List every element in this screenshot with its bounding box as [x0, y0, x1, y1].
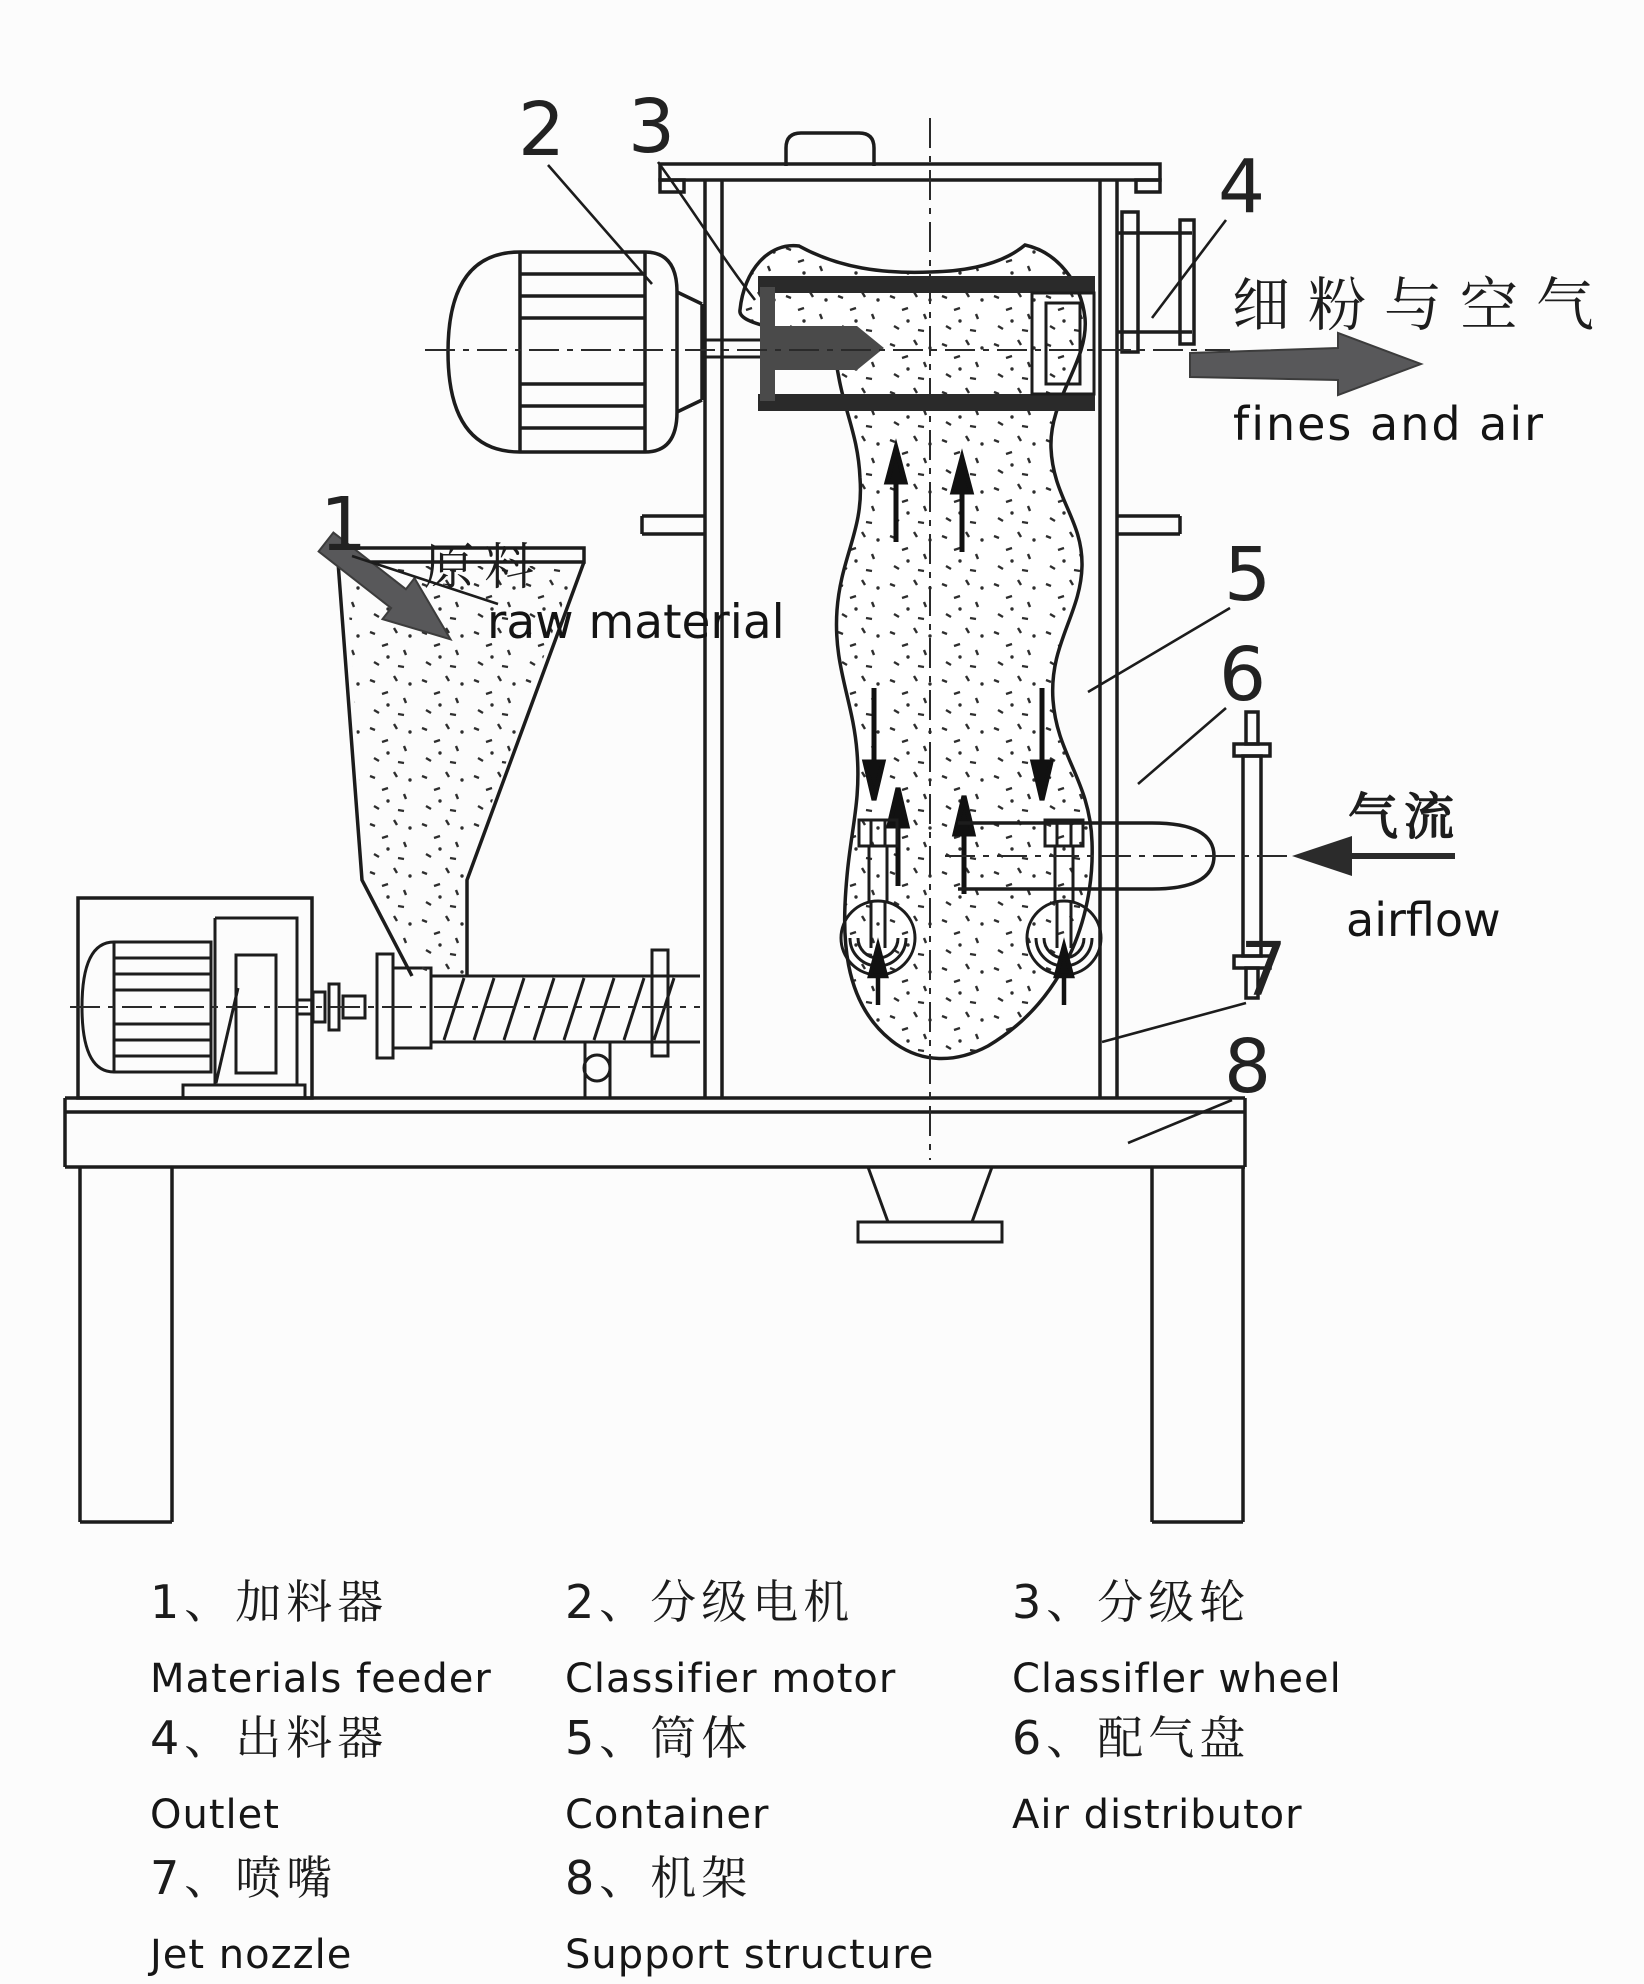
- legend-item-1-en: Materials feeder: [150, 1656, 492, 1702]
- legend-item-5: [565, 1702, 769, 1838]
- callout-4-label: 4: [1218, 144, 1266, 230]
- support-structure: [65, 1098, 1245, 1522]
- legend-item-8: [565, 1842, 934, 1978]
- callout-3: [628, 84, 755, 300]
- airflow-label-zh: 气流: [1348, 788, 1460, 846]
- callout-3-label: 3: [628, 84, 676, 170]
- legend-item-5-zh: 5、筒体: [565, 1711, 753, 1765]
- fines-label-en: fines and air: [1233, 397, 1546, 451]
- callout-6: [1138, 632, 1266, 784]
- discharge-funnel: [858, 1167, 1002, 1242]
- legend-item-8-en: Support structure: [565, 1932, 935, 1978]
- callout-8: [1128, 1024, 1271, 1143]
- legend-item-4-zh: 4、出料器: [150, 1711, 389, 1765]
- legend-item-2: [565, 1566, 896, 1702]
- legend-item-7: [150, 1842, 352, 1978]
- legend-item-7-zh: 7、喷嘴: [150, 1851, 338, 1905]
- raw-material-label-en: raw material: [487, 595, 785, 650]
- legend-item-2-en: Classifier motor: [565, 1656, 897, 1702]
- callout-2-label: 2: [518, 87, 566, 173]
- legend-item-2-zh: 2、分级电机: [565, 1575, 855, 1629]
- legend-item-7-en: Jet nozzle: [150, 1932, 353, 1978]
- legend-item-1: [150, 1566, 492, 1702]
- callout-7-label: 7: [1240, 927, 1288, 1013]
- airflow-label-en: airflow: [1346, 893, 1501, 947]
- outlet-pipe: [1117, 212, 1194, 352]
- legend-item-8-zh: 8、机架: [565, 1851, 753, 1905]
- legend-item-6-en: Air distributor: [1012, 1792, 1303, 1838]
- fines-arrow: [1190, 333, 1421, 395]
- classifier-motor: [448, 252, 702, 452]
- callout-5-label: 5: [1224, 532, 1272, 618]
- legend-item-4-en: Outlet: [150, 1792, 280, 1838]
- legend-item-3-en: Classifler wheel: [1012, 1656, 1342, 1702]
- raw-material-label-zh: 原料: [424, 538, 544, 596]
- callout-6-label: 6: [1219, 632, 1267, 718]
- legend-item-6-zh: 6、配气盘: [1012, 1711, 1251, 1765]
- fines-label-zh: 细粉与空气: [1232, 271, 1613, 339]
- callout-1-label: 1: [320, 482, 368, 568]
- legend-item-1-zh: 1、加料器: [150, 1575, 389, 1629]
- callout-8-label: 8: [1224, 1024, 1272, 1110]
- legend-item-3-zh: 3、分级轮: [1012, 1575, 1251, 1629]
- legend-item-3: [1012, 1566, 1342, 1702]
- legend-item-5-en: Container: [565, 1792, 770, 1838]
- legend-item-6: [1012, 1702, 1303, 1838]
- legend-item-4: [150, 1702, 388, 1838]
